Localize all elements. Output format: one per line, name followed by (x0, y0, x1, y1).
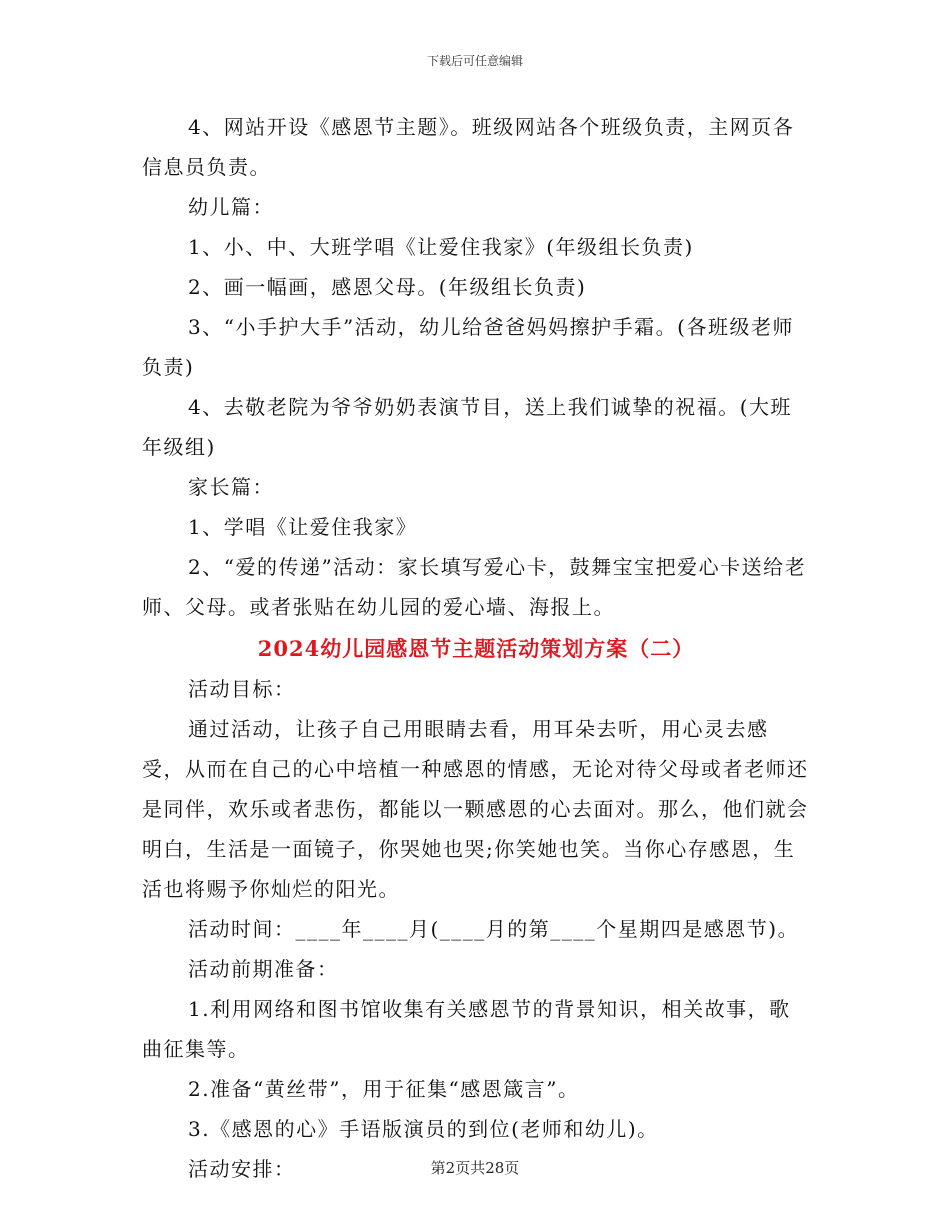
paragraph-preparation-1: 1.利用网络和图书馆收集有关感恩节的背景知识，相关故事，歌曲征集等。 (142, 997, 791, 1061)
paragraph-activity-time: 活动时间：____年____月(____月的第____个星期四是感恩节)。 (188, 917, 800, 941)
document-body (142, 107, 810, 1189)
paragraph-preparation-2: 2.准备“黄丝带”，用于征集“感恩箴言”。 (188, 1077, 580, 1101)
paragraph-website-theme: 4、网站开设《感恩节主题》。班级网站各个班级负责，主网页各信息员负责。 (142, 115, 795, 179)
heading-activity-goal: 活动目标： (188, 677, 296, 701)
heading-parents: 家长篇： (188, 475, 274, 499)
paragraph-children-3: 3、“小手护大手”活动，幼儿给爸爸妈妈擦护手霜。(各班级老师负责) (142, 315, 794, 379)
paragraph-preparation-3: 3.《感恩的心》手语版演员的到位(老师和幼儿)。 (188, 1117, 659, 1141)
paragraph-parents-1: 1、学唱《让爱住我家》 (188, 515, 418, 539)
page-header: 下载后可任意编辑 (426, 54, 523, 68)
heading-preparation: 活动前期准备： (188, 957, 339, 981)
heading-arrangement: 活动安排： (188, 1157, 296, 1181)
paragraph-activity-goal: 通过活动，让孩子自己用眼睛去看，用耳朵去听，用心灵去感受，从而在自己的心中培植一种感恩的情感，无论对待父母或者老师还是同伴，欢乐或者悲伤，都能以一颗感恩的心去面对。那么，他们就会明白，生活是一面镜子，你哭她也哭;你笑她也笑。当你心存感恩，生活也将赐予你灿烂的阳光。 (142, 717, 809, 901)
paragraph-parents-2: 2、“爱的传递”活动：家长填写爱心卡，鼓舞宝宝把爱心卡送给老师、父母。或者张贴在幼儿园的爱心墙、海报上。 (142, 555, 807, 619)
page-footer: 第2页共28页 (430, 1159, 520, 1177)
paragraph-children-1: 1、小、中、大班学唱《让爱住我家》(年级组长负责) (188, 235, 694, 259)
section-title: 2024幼儿园感恩节主题活动策划方案（二） (257, 636, 695, 661)
paragraph-children-2: 2、画一幅画，感恩父母。(年级组长负责) (188, 275, 587, 299)
heading-children: 幼儿篇： (188, 195, 274, 219)
paragraph-children-4: 4、去敬老院为爷爷奶奶表演节目，送上我们诚挚的祝福。(大班年级组) (142, 395, 793, 459)
